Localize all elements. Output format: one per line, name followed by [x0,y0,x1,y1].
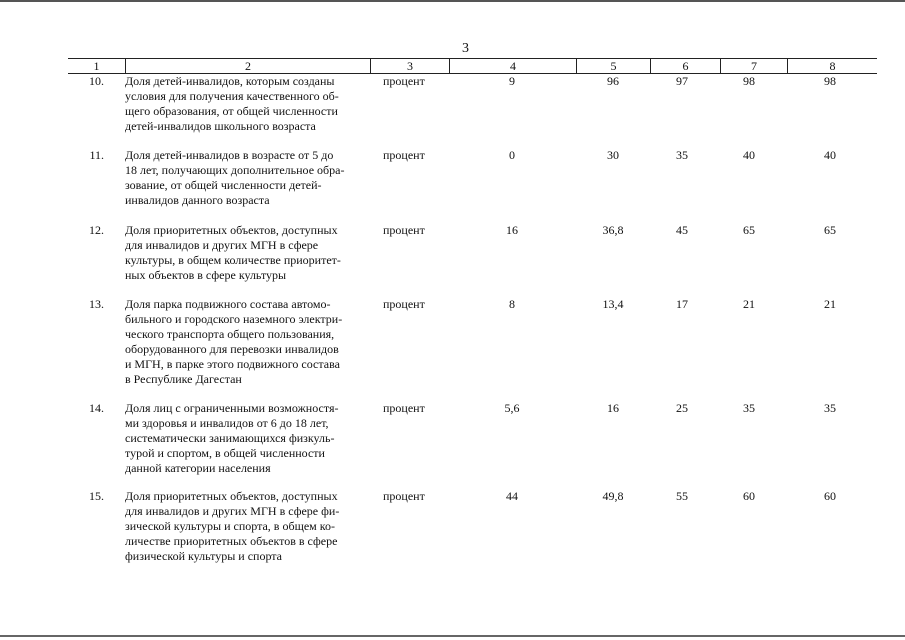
row-number: 13. [89,297,104,311]
indicator-description [125,297,364,387]
indicator-description [125,74,364,134]
value-col-4: 0 [509,148,515,162]
description-line: для инвалидов и других МГН в сфере фи- [125,504,340,518]
column-header-5: 5 [576,59,650,73]
column-header-2: 2 [125,59,370,73]
value-col-8: 21 [824,297,836,311]
table-header-row [68,58,877,74]
row-number: 11. [89,148,104,162]
value-col-6: 35 [676,148,688,162]
description-line: Доля приоритетных объектов, доступных [125,223,338,237]
value-col-5: 96 [607,74,619,88]
value-col-6: 45 [676,223,688,237]
value-col-5: 36,8 [602,223,624,237]
column-header-7: 7 [720,59,787,73]
page-number: 3 [462,41,469,56]
value-col-8: 40 [824,148,836,162]
value-col-6: 25 [676,401,688,415]
unit-cell: процент [383,297,425,311]
indicator-description [125,401,364,476]
unit-cell: процент [383,223,425,237]
value-col-8: 65 [824,223,836,237]
indicator-description [125,489,364,564]
description-line: в Республике Дагестан [125,372,242,386]
value-col-7: 60 [743,489,755,503]
value-col-4: 44 [506,489,518,503]
value-col-7: 65 [743,223,755,237]
indicator-description [125,148,364,208]
column-header-4: 4 [449,59,576,73]
column-header-8: 8 [787,59,877,73]
row-number: 14. [89,401,104,415]
description-line: Доля парка подвижного состава автомо- [125,297,331,311]
value-col-7: 40 [743,148,755,162]
column-header-1: 1 [93,59,100,73]
indicator-description [125,223,364,283]
value-col-6: 17 [676,297,688,311]
column-header-3: 3 [370,59,449,73]
description-line: культуры, в общем количестве приоритет- [125,253,341,267]
page-top-edge [0,0,905,2]
description-line: личестве приоритетных объектов в сфере [125,534,338,548]
value-col-7: 98 [743,74,755,88]
page-bottom-edge [0,635,905,637]
column-header-6: 6 [650,59,720,73]
row-number: 10. [89,74,104,88]
description-line: инвалидов данного возраста [125,193,270,207]
value-col-4: 16 [506,223,518,237]
value-col-5: 13,4 [602,297,624,311]
value-col-5: 49,8 [602,489,624,503]
description-line: ческого транспорта общего пользования, [125,327,335,341]
unit-cell: процент [383,148,425,162]
description-line: физической культуры и спорта [125,549,283,563]
value-col-4: 9 [509,74,515,88]
description-line: оборудованного для перевозки инвалидов [125,342,339,356]
unit-cell: процент [383,489,425,503]
row-number: 12. [89,223,104,237]
value-col-4: 5,6 [504,401,520,415]
value-col-7: 35 [743,401,755,415]
description-line: данной категории населения [125,461,271,475]
description-line: условия для получения качественного об- [125,89,339,103]
value-col-5: 30 [607,148,619,162]
description-line: турой и спортом, в общей численности [125,446,325,460]
value-col-8: 98 [824,74,836,88]
description-line: зование, от общей численности детей- [125,178,322,192]
value-col-6: 55 [676,489,688,503]
description-line: Доля детей-инвалидов, которым созданы [125,74,335,88]
unit-cell: процент [383,74,425,88]
unit-cell: процент [383,401,425,415]
description-line: детей-инвалидов школьного возраста [125,119,316,133]
description-line: Доля детей-инвалидов в возрасте от 5 до [125,148,334,162]
description-line: зической культуры и спорта, в общем ко- [125,519,335,533]
description-line: щего образования, от общей численности [125,104,338,118]
value-col-5: 16 [607,401,619,415]
description-line: бильного и городского наземного электри- [125,312,343,326]
description-line: ми здоровья и инвалидов от 6 до 18 лет, [125,416,329,430]
description-line: ных объектов в сфере культуры [125,268,287,282]
row-number: 15. [89,489,104,503]
value-col-8: 35 [824,401,836,415]
description-line: систематически занимающихся физкуль- [125,431,335,445]
description-line: Доля приоритетных объектов, доступных [125,489,338,503]
value-col-8: 60 [824,489,836,503]
description-line: и МГН, в парке этого подвижного состава [125,357,340,371]
value-col-4: 8 [509,297,515,311]
description-line: 18 лет, получающих дополнительное обра- [125,163,345,177]
description-line: Доля лиц с ограниченными возможностя- [125,401,339,415]
description-line: для инвалидов и других МГН в сфере [125,238,319,252]
value-col-7: 21 [743,297,755,311]
value-col-6: 97 [676,74,688,88]
